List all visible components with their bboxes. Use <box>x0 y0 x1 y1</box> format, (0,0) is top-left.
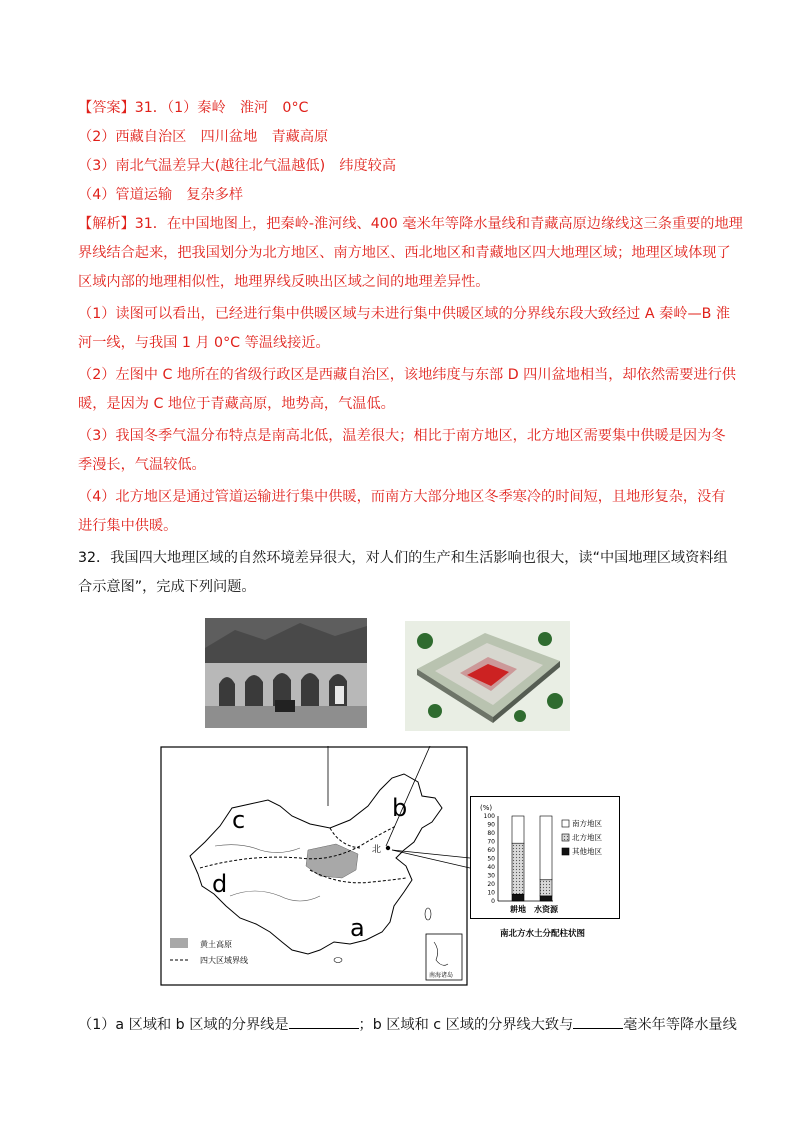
analysis-p1-line-3: 区域内部的地理相似性，地理界线反映出区域之间的地理差异性。 <box>78 274 490 290</box>
chart-ytick-label: 0 <box>491 898 495 905</box>
analysis-p1-line-1: 【解析】31．在中国地图上，把秦岭-淮河线、400 毫米年等降水量线和青藏高原边缘线这三条重要的地理 <box>78 216 743 232</box>
chart-legend-swatch <box>562 820 569 827</box>
chart-bar-0-series-0 <box>512 816 524 843</box>
chart-ytick-label: 70 <box>487 838 495 846</box>
north-south-bar-chart <box>470 796 620 944</box>
chart-ytick-label: 80 <box>487 830 495 837</box>
cave-dwelling-photo <box>205 618 367 728</box>
chart-bar-1-series-1 <box>540 880 552 896</box>
china-region-map <box>160 746 470 988</box>
chart-legend-label: 北方地区 <box>572 833 602 842</box>
courtyard-house-photo <box>405 621 570 731</box>
chart-ytick-label: 40 <box>487 864 495 871</box>
chart-legend-label: 南方地区 <box>572 819 602 828</box>
question-1-part-b: ；b 区域和 c 区域的分界线大致与 <box>358 1017 574 1033</box>
answer-line-2: （2）西藏自治区 四川盆地 青藏高原 <box>78 129 329 145</box>
chart-bar-1-series-2 <box>540 896 552 901</box>
chart-ytick-label: 20 <box>487 881 495 888</box>
chart-bar-1-series-0 <box>540 816 552 880</box>
analysis-p1-line-2: 界线结合起来，把我国划分为北方地区、南方地区、西北地区和青藏地区四大地理区域；地理区域体现了 <box>78 245 731 261</box>
analysis-p5-line-2: 进行集中供暖。 <box>78 518 178 534</box>
question-1-part-c: 毫米年等降水量线 <box>623 1017 737 1033</box>
region-label-b: b <box>392 794 408 822</box>
analysis-p5-line-1: （4）北方地区是通过管道运输进行集中供暖，而南方大部分地区冬季寒冷的时间短，且地形复杂，没有 <box>78 489 726 505</box>
answer-line-3: （3）南北气温差异大(越往北气温越低) 纬度较高 <box>78 158 397 174</box>
question-32-line-2: 合示意图”，完成下列问题。 <box>78 579 256 595</box>
question-1-line <box>78 1014 737 1035</box>
chart-bar-0-series-1 <box>512 843 524 894</box>
analysis-p4-line-2: 季漫长，气温较低。 <box>78 457 206 473</box>
answer-line-4: （4）管道运输 复杂多样 <box>78 187 244 203</box>
analysis-p2-line-1: （1）读图可以看出，已经进行集中供暖区域与未进行集中供暖区域的分界线东段大致经过 A 秦岭—B 淮 <box>78 306 731 322</box>
inset-label: 南海诸岛 <box>429 972 454 979</box>
analysis-p4-line-1: （3）我国冬季气温分布特点是南高北低，温差很大；相比于南方地区，北方地区需要集中供暖是因为冬 <box>78 428 726 444</box>
chart-ytick-label: 60 <box>487 847 495 854</box>
north-south-chart-panel <box>470 796 620 944</box>
chart-legend-swatch <box>562 834 569 841</box>
chart-legend-swatch <box>562 848 569 855</box>
analysis-p3-line-1: （2）左图中 C 地所在的省级行政区是西藏自治区，该地纬度与东部 D 四川盆地相当，却依然需要进行供 <box>78 367 736 383</box>
chart-legend-label: 其他地区 <box>572 847 602 856</box>
region-label-d: d <box>212 870 228 898</box>
chart-bar-0-series-2 <box>512 894 524 901</box>
legend-loess-label: 黄土高原 <box>200 940 232 949</box>
legend-boundary-label: 四大区域界线 <box>200 956 248 965</box>
region-label-c: c <box>232 806 246 834</box>
answer-blank-2[interactable] <box>573 1014 623 1029</box>
chart-ytick-label: 100 <box>483 813 495 820</box>
chart-ytick-label: 30 <box>487 872 495 880</box>
question-1-part-a: （1）a 区域和 b 区域的分界线是 <box>78 1017 289 1033</box>
chart-ytick-label: 10 <box>487 889 495 897</box>
chart-ytick-label: 90 <box>487 821 495 829</box>
answer-line-1: 【答案】31．（1）秦岭 淮河 0°C <box>78 100 309 116</box>
region-label-a: a <box>350 914 365 942</box>
question-32-line-1: 32．我国四大地理区域的自然环境差异很大，对人们的生产和生活影响也很大，读“中国地理区域资料组 <box>78 550 728 566</box>
chart-category-label: 水资源 <box>534 905 558 914</box>
chart-title: 南北方水土分配柱状图 <box>500 929 586 939</box>
analysis-p2-line-2: 河一线，与我国 1 月 0°C 等温线接近。 <box>78 335 330 351</box>
chart-category-label: 耕地 <box>510 905 526 914</box>
answer-blank-1[interactable] <box>289 1014 359 1029</box>
analysis-p3-line-2: 暖，是因为 C 地位于青藏高原，地势高，气温低。 <box>78 396 395 412</box>
chart-ytick-label: 50 <box>487 855 495 863</box>
beijing-label: 北 <box>372 845 382 855</box>
chart-ylabel: (%) <box>480 804 493 812</box>
